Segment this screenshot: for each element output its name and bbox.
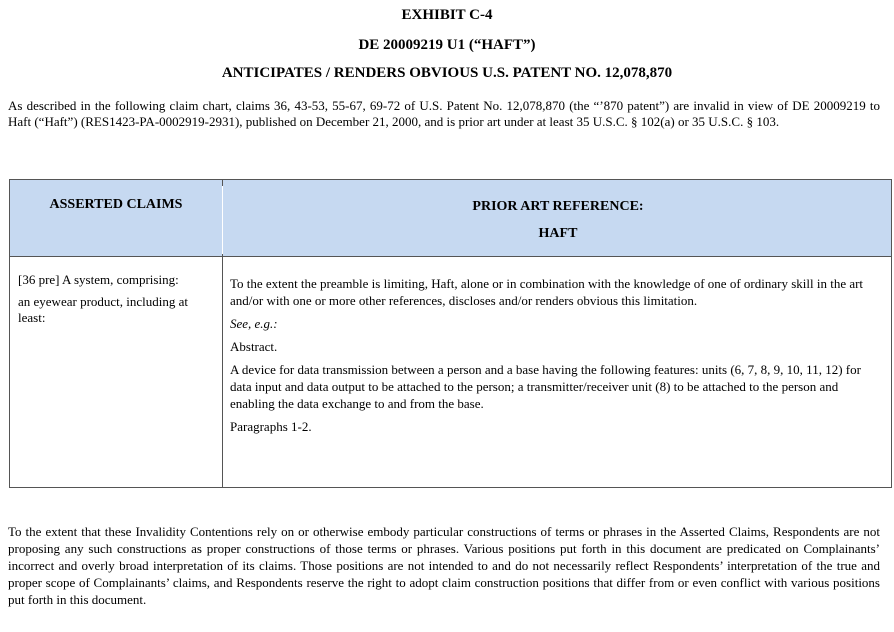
see-eg-label: See, e.g.: xyxy=(230,316,278,331)
prior-art-header-line1: PRIOR ART REFERENCE: xyxy=(472,199,644,214)
footer-disclaimer: To the extent that these Invalidity Contentions rely on or otherwise embody particular constructions of terms or phrases in the Asserted Claims, Respondents are not proposing any such constructions as proper constructions of those terms or phrases. Various positions put forth in this document are predicated on Complainants’ incorrect and overly broad interpretation of its claims. Those positions are not intended to and do not necessarily reflect Respondents’ interpretation of the true and proper scope of Complainants’ claims, and Respondents reserve the right to adopt claim construction positions that differ from or even conflict with various positions put forth in this document. xyxy=(8,524,880,607)
reference-title: DE 20009219 U1 (“HAFT”) xyxy=(358,37,536,53)
prior-art-header-line2: HAFT xyxy=(538,226,578,241)
claim-chart-header-row xyxy=(10,180,891,257)
abstract-text: A device for data transmission between a person and a base having the following features: units (6, 7, 8, 9, 10, 11, 12) for data input and data output to be attached to the person; a transmitter/receiver unit (8) to be attached to the person and enabling the data exchange to and from the base. xyxy=(230,362,861,411)
claim-element: an eyewear product, including at least: xyxy=(18,294,189,325)
evidence-cell xyxy=(230,275,870,441)
abstract-label: Abstract. xyxy=(230,339,278,354)
header-column-divider xyxy=(222,186,223,254)
evidence-preamble-text: To the extent the preamble is limiting, Haft, alone or in combination with the knowledge of one of ordinary skill in the art and/or with one or more other references, discloses and/or renders obvious this limitation. xyxy=(230,276,864,308)
exhibit-title: EXHIBIT C-4 xyxy=(401,7,493,23)
asserted-claims-header: ASSERTED CLAIMS xyxy=(49,197,183,212)
patent-title: ANTICIPATES / RENDERS OBVIOUS U.S. PATENT NO. 12,078,870 xyxy=(221,65,673,81)
paragraphs-cite: Paragraphs 1-2. xyxy=(230,419,312,434)
prior-art-header xyxy=(223,198,893,252)
claim-chart-table xyxy=(9,179,892,488)
claim-cell xyxy=(18,272,216,332)
claim-preamble: [36 pre] A system, comprising: xyxy=(18,272,179,287)
intro-paragraph: As described in the following claim chart, claims 36, 43-53, 55-67, 69-72 of U.S. Patent No. 12,078,870 (the “’870 patent”) are invalid in view of DE 20009219 to Haft (“Haft”) (RES1423-PA-0002919-2931), published on December 21, 2000, and is prior art under at least 35 U.S.C. § 102(a) or 35 U.S.C. § 103. xyxy=(8,98,880,129)
